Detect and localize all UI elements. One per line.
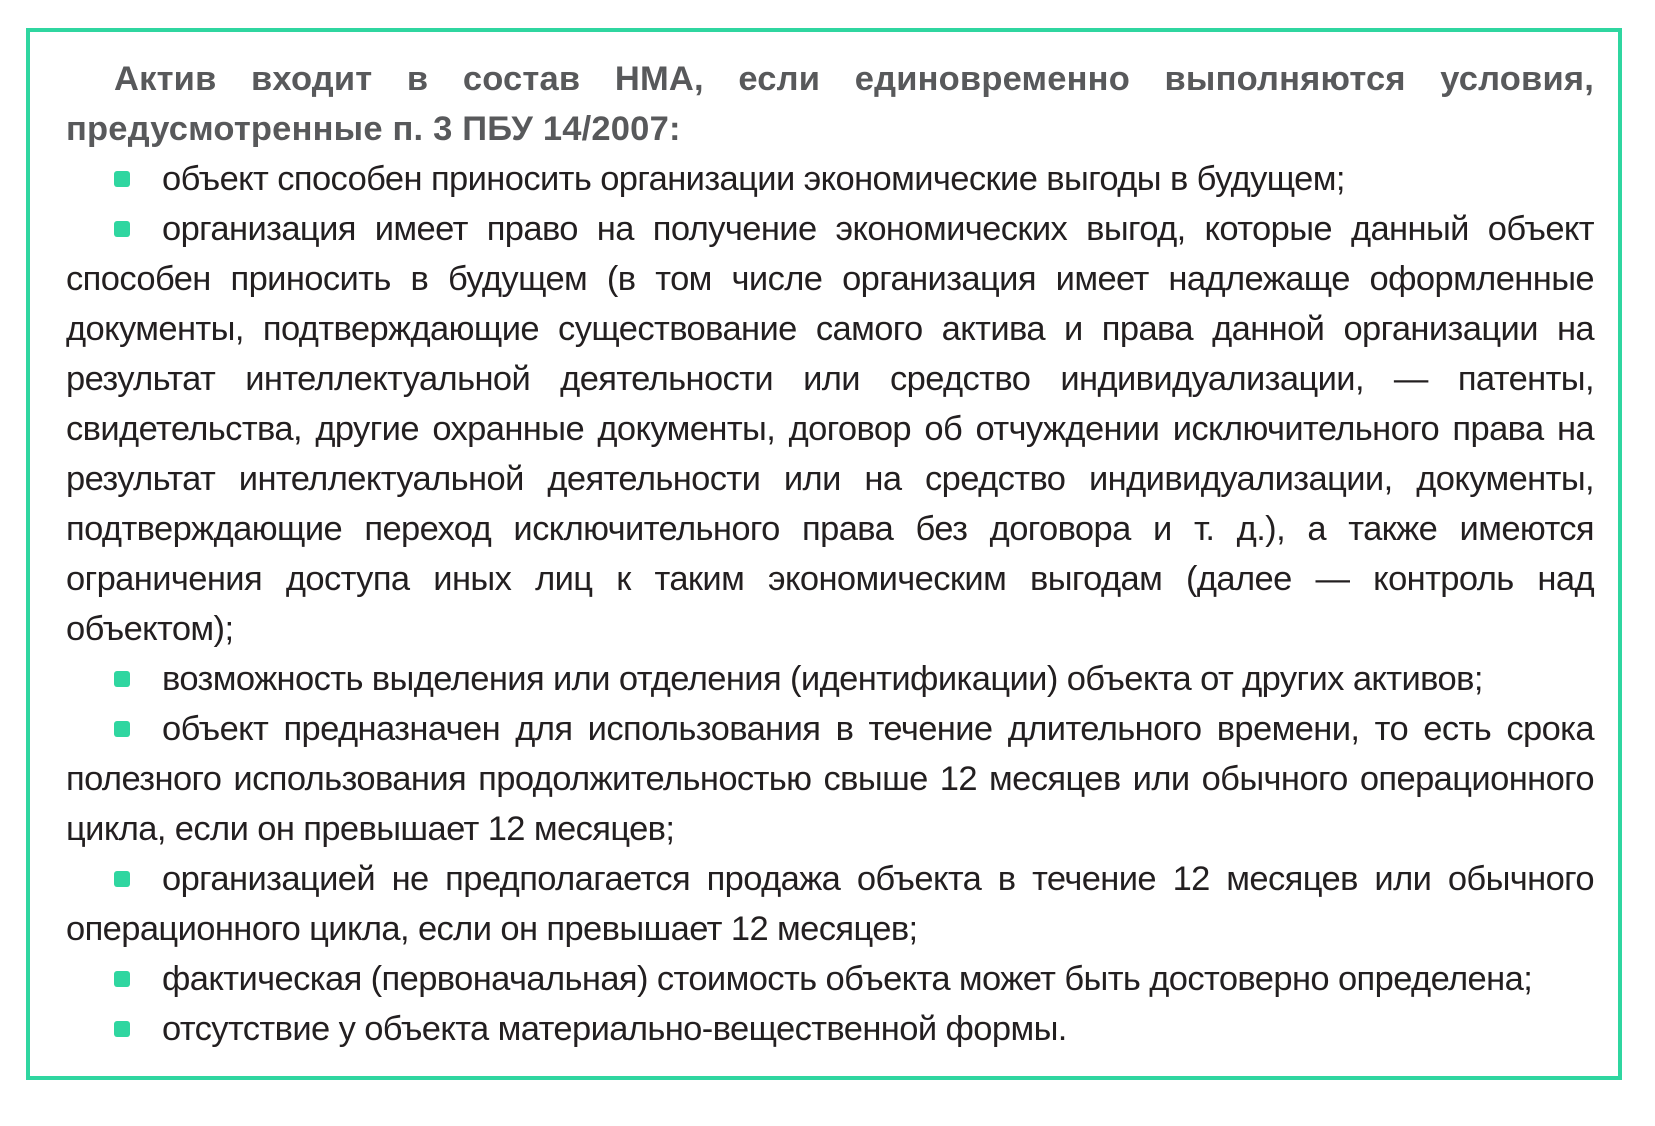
square-bullet-icon (114, 721, 130, 737)
list-item-text: организацией не предполагается продажа объекта в течение 12 месяцев или обычного операционного цикла, если он превышает 12 месяцев; (66, 860, 1594, 948)
square-bullet-icon (114, 221, 130, 237)
square-bullet-icon (114, 171, 130, 187)
list-item-text: отсутствие у объекта материально-вещественной формы. (162, 1010, 1067, 1048)
list-item-text: организация имеет право на получение экономических выгод, которые данный объект способен приносить в будущем (в том числе организация имеет надлежаще оформленные документы, подтверждающие существование самого актива и права данной организации на результат интеллектуальной деятельности или средство индивидуализации, — патенты, свидетельства, другие охранные документы, договор об отчуждении исключительного права на результат интеллектуальной деятельности или на средство индивидуализации, документы, подтверждающие переход исключительного права без договора и т. д.), а также имеются ограничения доступа иных лиц к таким экономическим выгодам (далее — контроль над объектом); (66, 210, 1594, 648)
info-box (26, 28, 1622, 1080)
list-item (66, 704, 1594, 854)
square-bullet-icon (114, 971, 130, 987)
list-item (66, 154, 1594, 204)
list-item-text: объект способен приносить организации экономические выгоды в будущем; (162, 160, 1345, 198)
square-bullet-icon (114, 871, 130, 887)
list-item (66, 954, 1594, 1004)
info-box-content (66, 54, 1594, 1054)
list-item (66, 1004, 1594, 1054)
list-item (66, 654, 1594, 704)
square-bullet-icon (114, 1021, 130, 1037)
list-item-text: возможность выделения или отделения (идентификации) объекта от других активов; (162, 660, 1483, 698)
intro-heading: Актив входит в состав НМА, если единовременно выполняются условия, предусмотренные п. 3 ПБУ 14/2007: (66, 60, 1594, 148)
conditions-list (66, 154, 1594, 1054)
list-item-text: объект предназначен для использования в течение длительного времени, то есть срока полезного использования продолжительностью свыше 12 месяцев или обычного операционного цикла, если он превышает 12 месяцев; (66, 710, 1594, 848)
square-bullet-icon (114, 671, 130, 687)
list-item (66, 854, 1594, 954)
list-item-text: фактическая (первоначальная) стоимость объекта может быть достоверно определена; (162, 960, 1533, 998)
list-item (66, 204, 1594, 654)
